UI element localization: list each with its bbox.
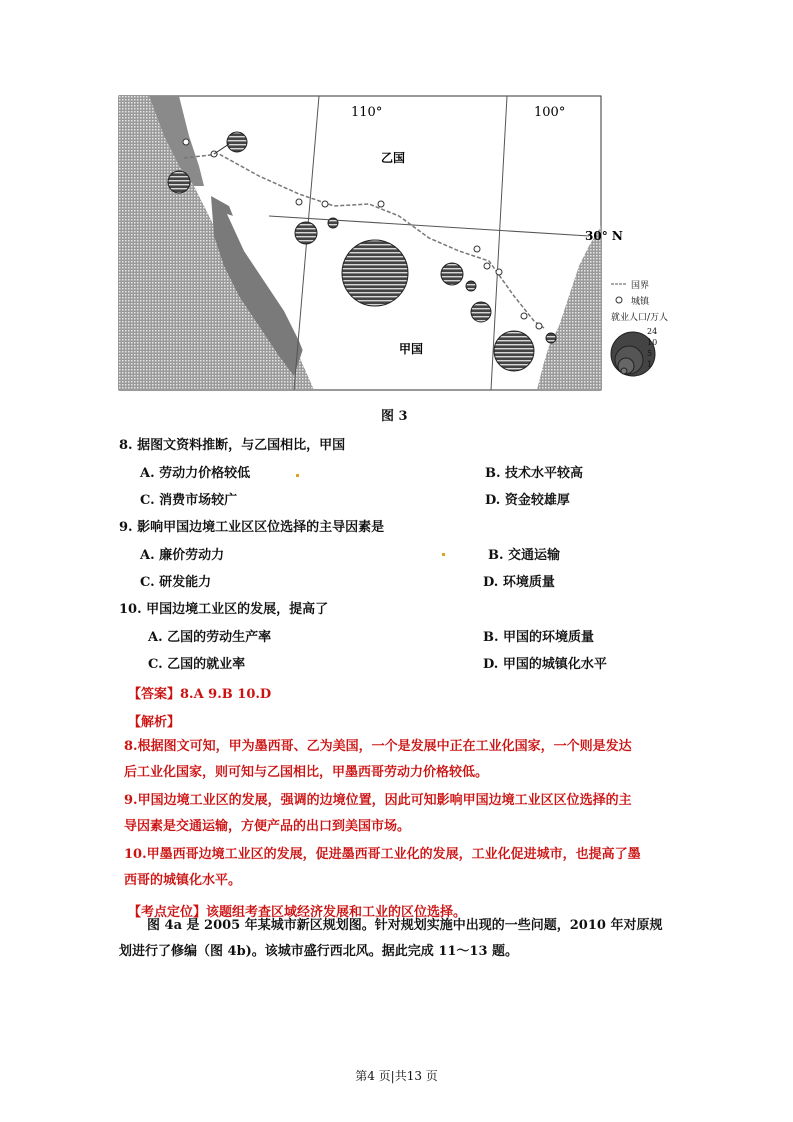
kaodian-line: 【考点定位】该题组考查区域经济发展和工业的区位选择。 — [128, 905, 467, 920]
map-svg — [119, 96, 623, 390]
q10-stem: 10. 甲国边境工业区的发展，提高了 — [119, 602, 329, 617]
q10-option-c: C. 乙国的就业率 — [148, 657, 246, 672]
legend-border-label: 国界 — [631, 280, 650, 291]
scale-24: 24 — [647, 327, 658, 336]
next-intro-line1: 图 4a 是 2005 年某城市新区规划图。针对规划实施中出现的一些问题，2010 年对原规 — [147, 918, 663, 933]
map-figure — [119, 96, 623, 390]
figure-caption: 图 3 — [381, 409, 408, 424]
highlight-dot — [442, 553, 445, 556]
q9-option-b: B. 交通运输 — [488, 548, 561, 563]
analysis-q9-line2: 导因素是交通运输，方便产品的出口到美国市场。 — [124, 819, 411, 834]
legend-city — [611, 292, 691, 308]
scale-10: 10 — [647, 338, 658, 347]
border-symbol-icon — [611, 281, 627, 287]
analysis-q8 — [124, 734, 632, 786]
analysis-q10 — [124, 842, 641, 894]
q9-option-c: C. 研发能力 — [140, 575, 212, 590]
scale-1: 1 — [647, 360, 653, 369]
highlight-dot — [296, 474, 299, 477]
next-intro-line2: 划进行了修编（图 4b)。该城市盛行西北风。据此完成 11～13 题。 — [119, 944, 519, 959]
q9-stem: 9. 影响甲国边境工业区区位选择的主导因素是 — [119, 520, 385, 535]
analysis-q9-line1: 9.甲国边境工业区的发展，强调的边境位置，因此可知影响甲国边境工业区区位选择的主 — [124, 793, 632, 808]
bubble-scale-icon — [611, 324, 681, 380]
analysis-q9 — [124, 788, 632, 840]
q9-option-d: D. 环境质量 — [483, 575, 555, 590]
analysis-q8-line2: 后工业化国家，则可知与乙国相比，甲墨西哥劳动力价格较低。 — [124, 765, 489, 780]
map-legend — [611, 276, 691, 380]
label-country-b: 乙国 — [381, 151, 406, 165]
q8-option-c: C. 消费市场较广 — [140, 493, 238, 508]
q10-option-a: A. 乙国的劳动生产率 — [148, 630, 272, 645]
q10-option-d: D. 甲国的城镇化水平 — [483, 657, 607, 672]
q8-option-a: A. 劳动力价格较低 — [140, 466, 251, 481]
q9-option-a: A. 廉价劳动力 — [140, 548, 225, 563]
legend-border — [611, 276, 691, 292]
q10-option-b: B. 甲国的环境质量 — [483, 630, 595, 645]
label-lat-30: 30° N — [585, 229, 623, 243]
page-footer: 第4 页|共13 页 — [355, 1069, 438, 1083]
q8-option-b: B. 技术水平较高 — [485, 466, 584, 481]
label-country-a: 甲国 — [399, 342, 424, 356]
label-lon-100: 100° — [534, 105, 566, 120]
analysis-q10-line2: 西哥的城镇化水平。 — [124, 873, 242, 888]
legend-city-label: 城镇 — [631, 296, 650, 307]
q8-stem: 8. 据图文资料推断，与乙国相比，甲国 — [119, 438, 346, 453]
label-lon-110: 110° — [351, 105, 383, 120]
q8-option-d: D. 资金较雄厚 — [485, 493, 570, 508]
analysis-q10-line1: 10.甲墨西哥边境工业区的发展，促进墨西哥工业化的发展，工业化促进城市，也提高了墨 — [124, 847, 641, 862]
next-intro — [119, 913, 662, 965]
legend-employment-title: 就业人口/万人 — [611, 312, 669, 323]
analysis-q8-line1: 8.根据图文可知，甲为墨西哥、乙为美国，一个是发展中正在工业化国家，一个则是发达 — [124, 739, 632, 754]
answer-line: 【答案】8.A 9.B 10.D — [128, 687, 272, 702]
scale-5: 5 — [647, 349, 653, 358]
city-symbol-icon — [611, 296, 627, 304]
legend-scale — [611, 324, 691, 380]
analysis-title: 【解析】 — [128, 715, 181, 730]
